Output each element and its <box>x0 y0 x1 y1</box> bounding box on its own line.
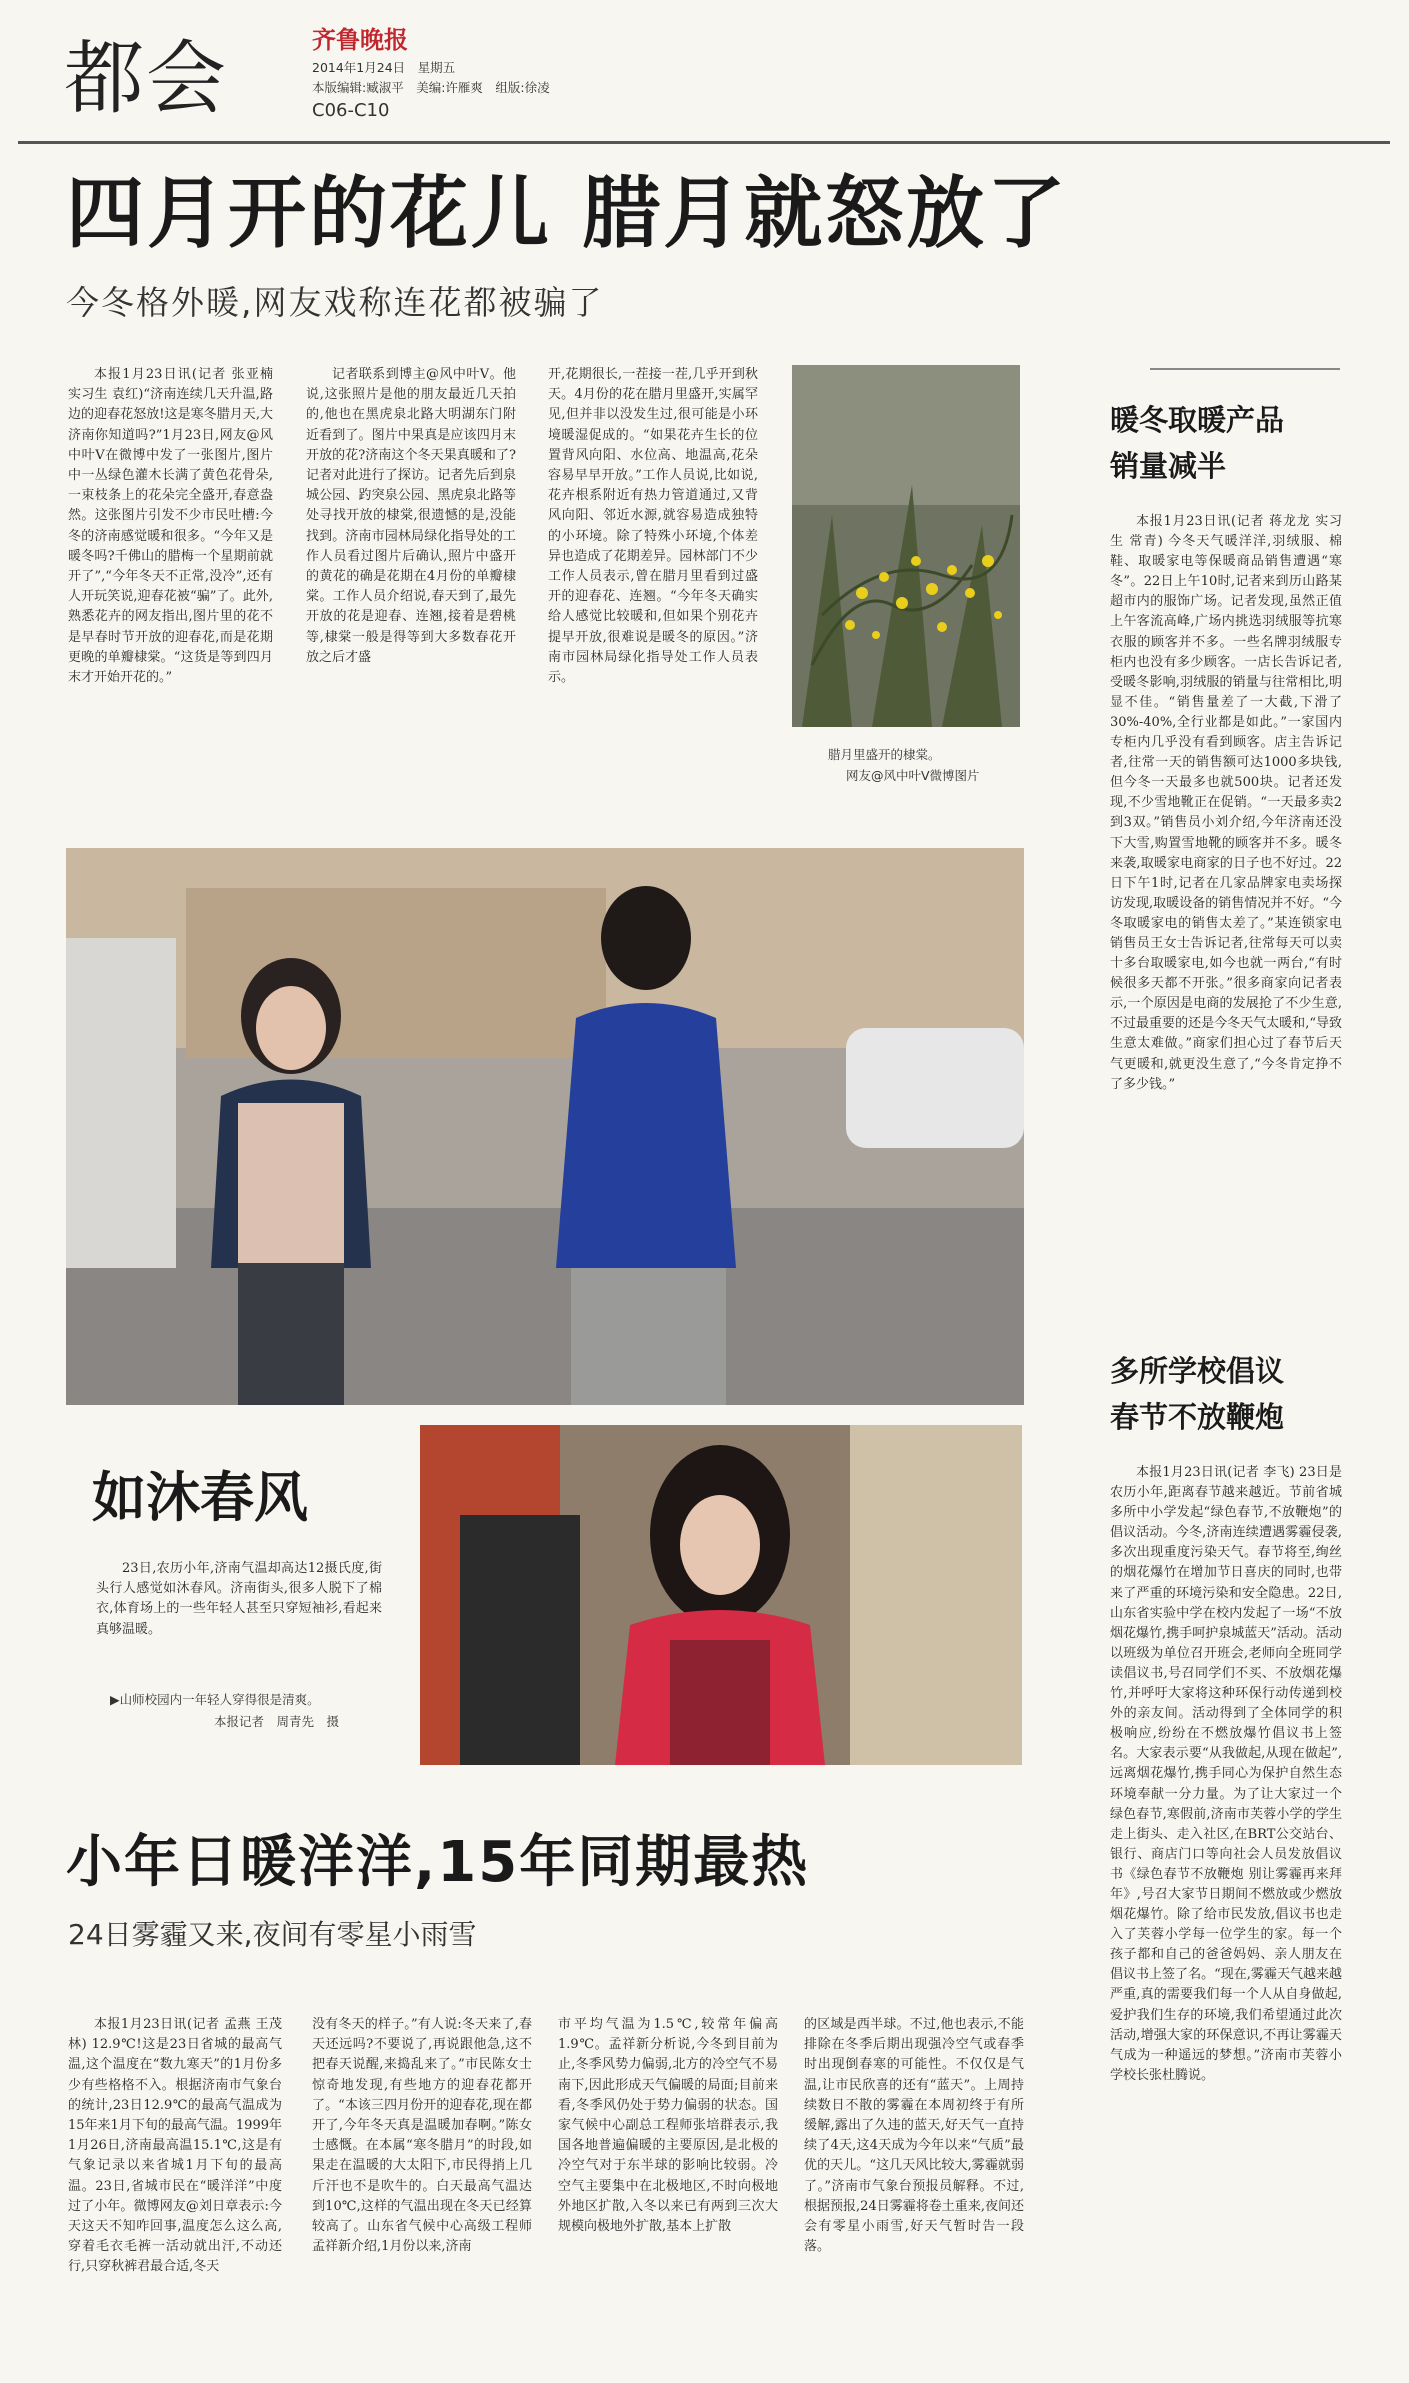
story1-column-3: 开,花期很长,一茬接一茬,几乎开到秋天。4月份的花在腊月里盛开,实属罕见,但并非以没发生过,很可能是小环境暖湿促成的。“如果花卉生长的位置背风向阳、水位高、地温高,花朵容易早早开放。”工作人员说,比如说,花卉根系附近有热力管道通过,又背风向阳、邻近水源,就容易造成独特的小环境。除了特殊小环境,个体差异也造成了花期差异。园林部门不少工作人员表示,曾在腊月里看到过盛开的迎春花、连翘。“今年冬天确实给人感觉比较暖和,但如果个别花卉提早开放,很难说是暖冬的原因。”济南市园林局绿化指导处工作人员表示。 <box>548 367 758 686</box>
story2-column-4: 的区域是西半球。不过,他也表示,不能排除在冬季后期出现强冷空气或春季时出现倒春寒的可能性。不仅仅是气温,让市民欣喜的还有“蓝天”。上周持续数日不散的雾霾在本周初终于有所缓解,露出了久违的蓝天,好天气一直持续了4天,这4天成为今年以来“气质”最优的天儿。“这几天风比较大,雾霾就弱了。”济南市气象台预报员解释。不过,根据预报,24日雾霾将卷土重来,夜间还会有零星小雨雪,好天气暂时告一段落。 <box>804 2017 1024 2255</box>
story2-column-3: 市平均气温为1.5℃,较常年偏高1.9℃。孟祥新分析说,今冬到目前为止,冬季风势力偏弱,北方的冷空气不易南下,因此形成天气偏暖的局面;目前来看,冬季风仍处于势力偏弱的状态。国家气候中心副总工程师张培群表示,我国各地普遍偏暖的主要原因,是北极的冷空气对于东半球的影响比较弱。冷空气主要集中在北极地区,不时向极地外地区扩散,入冬以来已有两到三次大规模向极地外扩散,基本上扩散 <box>558 2017 778 2235</box>
feature-caption: ▶山师校园内一年轻人穿得很是清爽。 <box>110 1692 320 1707</box>
issue-date: 2014年1月24日 星期五 <box>312 60 456 75</box>
sidebar-story1-text: 本报1月23日讯(记者 蒋龙龙 实习生 常青) 今冬天气暖洋洋,羽绒服、棉鞋、取暖家电等保暖商品销售遭遇“寒冬”。22日上午10时,记者来到历山路某超市内的服饰广场。记者发现,虽然正值上午客流高峰,广场内挑选羽绒服等抗寒衣服的顾客并不多。一些名牌羽绒服专柜内也没有多少顾客。一店长告诉记者,受暖冬影响,羽绒服的销量与往常相比,明显不佳。“销售量差了一大截,下滑了30%-40%,全行业都是如此。”一家国内专柜内几乎没有看到顾客。店主告诉记者,往常一天的销售额可达1000多块钱,但今冬一天最多也就500块。记者还发现,不少雪地靴正在促销。“一天最多卖2到3双。”销售员小刘介绍,今年济南还没下大雪,购置雪地靴的顾客并不多。暖冬来袭,取暖家电商家的日子也不好过。22日下午1时,记者在几家品牌家电卖场探访发现,取暖设备的销售情况并不好。“今冬取暖家电的销售太差了。”某连锁家电销售员王女士告诉记者,往常每天可以卖十多台取暖家电,如今也就一两台,“有时候很多天都不开张。”很多商家向记者表示,一个原因是电商的发展抢了不少生意,不过最重要的还是今冬天气太暖和,“导致生意太难做。”商家们担心过了春节后天气更暖和,就更没生意了,“今冬肯定挣不了多少钱。” <box>1110 514 1342 1092</box>
flower-photo <box>792 365 1020 727</box>
sidebar-story2-headline-line2: 春节不放鞭炮 <box>1110 1400 1285 1434</box>
flower-photo-credit: 网友@风中叶V微博图片 <box>846 768 980 783</box>
newspaper-logo: 齐鲁晚报 <box>312 25 408 54</box>
feature-title: 如沐春风 <box>92 1466 308 1529</box>
page-range: C06-C10 <box>312 100 390 121</box>
masthead-rule <box>18 141 1390 144</box>
sidebar-rule <box>1150 368 1340 370</box>
street-photo <box>66 848 1024 1405</box>
story2-headline: 小年日暖洋洋,15年同期最热 <box>66 1830 810 1895</box>
feature-text: 23日,农历小年,济南气温却高达12摄氏度,街头行人感觉如沐春风。济南街头,很多人脱下了棉衣,体育场上的一些年轻人甚至只穿短袖衫,看起来真够温暖。 <box>96 1561 382 1637</box>
sidebar-story1-headline-line1: 暖冬取暖产品 <box>1110 403 1285 437</box>
sidebar-story2-text: 本报1月23日讯(记者 李飞) 23日是农历小年,距离春节越来越近。节前省城多所中小学发起“绿色春节,不放鞭炮”的倡议活动。今冬,济南连续遭遇雾霾侵袭,多次出现重度污染天气。春节将至,绚丝的烟花爆竹在增加节日喜庆的同时,也带来了严重的环境污染和安全隐患。22日,山东省实验中学在校内发起了一场“不放烟花爆竹,携手呵护泉城蓝天”活动。活动以班级为单位召开班会,老师向全班同学读倡议书,号召同学们不买、不放烟花爆竹,并呼吁大家将这种环保行动传递到校外的亲友间。活动得到了全体同学的积极响应,纷纷在不燃放爆竹倡议书上签名。大家表示要“从我做起,从现在做起”,远离烟花爆竹,携手同心为保护自然生态环境奉献一分力量。为了让大家过一个绿色春节,寒假前,济南市芙蓉小学的学生走上街头、走入社区,在BRT公交站台、银行、商店门口等向社会人员发放倡议书《绿色春节不放鞭炮 别让雾霾再来拜年》,号召大家节日期间不燃放或少燃放烟花爆竹。除了给市民发放,倡议书也走入了芙蓉小学每一位学生的家。每一个孩子都和自己的爸爸妈妈、亲人朋友在倡议书上签了名。“现在,雾霾天气越来越严重,真的需要我们每一个人从自身做起,爱护我们生存的环境,我们希望通过此次活动,增强大家的环保意识,不再让雾霾天气成为一种遥远的梦想。”济南市芙蓉小学校长张杜腾说。 <box>1110 1465 1342 2083</box>
sidebar-story1-headline-line2: 销量减半 <box>1110 449 1227 483</box>
editor-credits: 本版编辑:臧淑平 美编:许雁爽 组版:徐凌 <box>312 80 550 95</box>
feature-photo <box>420 1425 1022 1765</box>
story2-subhead: 24日雾霾又来,夜间有零星小雨雪 <box>68 1918 477 1951</box>
story2-column-2: 没有冬天的样子。”有人说:冬天来了,春天还远吗?不要说了,再说跟他急,这不把春天说醒,来捣乱来了。”市民陈女士惊奇地发现,有些地方的迎春花都开了。“本该三四月份开的迎春花,现在都开了,今年冬天真是温暖加春啊。”陈女士感慨。在本属“寒冬腊月”的时段,如果走在温暖的大太阳下,市民得捎上几斤汗也不是吹牛的。白天最高气温达到10℃,这样的气温出现在冬天已经算较高了。山东省气候中心高级工程师孟祥新介绍,1月份以来,济南 <box>312 2017 532 2255</box>
story2-column-1: 本报1月23日讯(记者 孟燕 王茂林) 12.9℃!这是23日省城的最高气温,这个温度在“数九寒天”的1月份多少有些格格不入。根据济南市气象台的统计,23日12.9℃的最高气温成为15年来1月下旬的最高气温。1999年1月26日,济南最高温15.1℃,这是有气象记录以来省城1月下旬的最高温。23日,省城市民在“暖洋洋”中度过了小年。微博网友@刘日章表示:今天这天不知咋回事,温度怎么这么高,穿着毛衣毛裤一活动就出汗,不动还行,只穿秋裤君最合适,冬天 <box>68 2017 282 2275</box>
flower-photo-caption: 腊月里盛开的棣棠。 <box>828 747 941 762</box>
story1-column-2: 记者联系到博主@风中叶V。他说,这张照片是他的朋友最近几天拍的,他也在黑虎泉北路大明湖东门附近看到了。图片中果真是应该四月末开放的花?济南这个冬天果真暖和了?记者对此进行了探访。记者先后到泉城公园、趵突泉公园、黑虎泉北路等处寻找开放的棣棠,很遗憾的是,没能找到。济南市园林局绿化指导处的工作人员看过图片后确认,照片中盛开的黄花的确是花期在4月份的单瓣棣棠。工作人员介绍说,春天到了,最先开放的花是迎春、连翘,接着是碧桃等,棣棠一般是得等到大多数春花开放之后才盛 <box>306 367 516 665</box>
feature-credit: 本报记者 周青先 摄 <box>214 1714 340 1729</box>
section-title: 都会 <box>64 32 228 125</box>
sidebar-story2-headline-line1: 多所学校倡议 <box>1110 1354 1285 1388</box>
story1-column-1: 本报1月23日讯(记者 张亚楠 实习生 袁红)“济南连续几天升温,路边的迎春花怒放!这是寒冬腊月天,大济南你知道吗?”1月23日,网友@风中叶V在微博中发了一张图片,图片中一丛绿色灌木长满了黄色花骨朵,一束枝条上的花朵完全盛开,春意盎然。这张图片引发不少市民吐槽:今冬的济南感觉暖和很多。“今年又是暖冬吗?千佛山的腊梅一个星期前就开了”,“今年冬天不正常,没冷”,还有人开玩笑说,迎春花被“骗”了。此外,熟悉花卉的网友指出,图片里的花不是早春时节开放的迎春花,而是花期更晚的单瓣棣棠。“这货是等到四月末才开始开花的。” <box>68 367 273 686</box>
story1-headline: 四月开的花儿 腊月就怒放了 <box>66 169 1069 259</box>
story1-subhead: 今冬格外暖,网友戏称连花都被骗了 <box>66 283 604 322</box>
